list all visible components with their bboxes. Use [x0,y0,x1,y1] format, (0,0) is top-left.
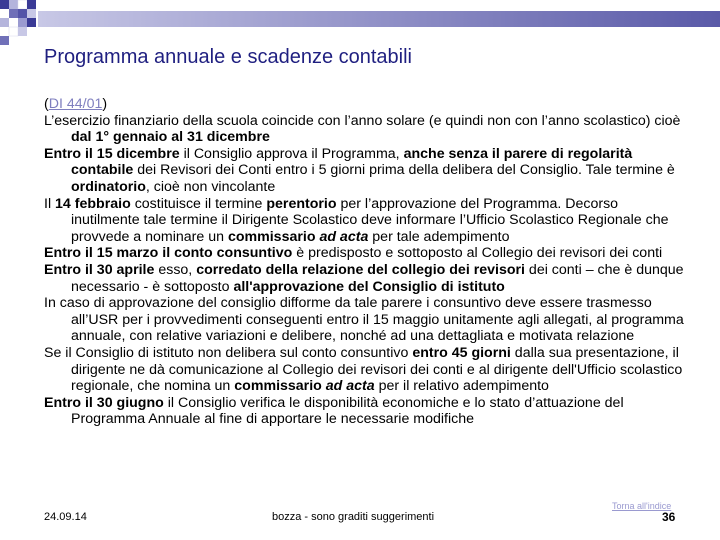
reference-close: ) [102,96,108,112]
deco-square [27,0,36,9]
deco-square [9,0,18,9]
text: In caso di approvazione del consiglio difforme da tale parere i consuntivo deve essere trasmesso all’USR per i provvedimenti conseguenti entro il 15 maggio unitamente agli allegati, al programma annuale, con relative variazioni e delibere, nonché ad una dettagliata e motivata relazione [44,295,684,345]
deco-square [18,9,27,18]
text: L’esercizio finanziario della scuola coincide con l’anno solare (e quindi non con l’anno scolastico) cioè [44,112,681,129]
bold-text: ordinatorio [71,178,146,195]
deco-square [27,9,36,18]
text: dei Revisori dei Conti entro i 5 giorni prima della delibera del Consiglio. Tale termine è [133,162,675,179]
text: , cioè non vincolante [145,178,276,195]
text: il Consiglio verifica le disponibilità economiche e lo stato d’attuazione del Programma Annuale al fine di apportare le necessarie modifiche [71,394,624,428]
text: Il [44,195,56,212]
bold-text: commissario [227,228,320,245]
bold-italic-text: ad acta [319,228,369,245]
footer-note: bozza - sono graditi suggerimenti [272,511,435,523]
deco-square [0,18,9,27]
bold-text: anche senza il parere di regolarità contabile [71,145,633,179]
deco-square [9,9,18,18]
header-gradient-bar [38,11,720,27]
deco-square [0,36,9,45]
slide-body [44,96,684,428]
paragraph-30-april [44,262,684,295]
text: è predisposto e sottoposto al Collegio dei revisori dei conti [292,245,663,262]
footer-date: 24.09.14 [44,511,87,523]
deco-square [9,27,18,36]
paragraph-15-march [44,245,684,262]
paragraph-14-february [44,196,684,246]
text: esso, [154,261,197,278]
paragraph-45-days [44,345,684,395]
page-number: 36 [662,510,676,524]
reference-link[interactable]: DI 44/01 [48,96,103,112]
bold-text: entro 45 giorni [412,344,511,361]
text: Se il Consiglio di istituto non delibera sul conto consuntivo [44,344,413,361]
text: per l’approvazione del Programma. Decorso inutilmente tale termine il Dirigente Scolastico deve informare l’Ufficio Scolastico Regionale che provvede a nominare un [71,195,669,245]
bold-text: Entro il 30 aprile [44,261,155,278]
bold-text: Entro il 30 giugno [44,394,164,411]
deco-square [18,0,27,9]
bold-text: 14 febbraio [55,195,131,212]
text: per il relativo adempimento [374,378,549,395]
deco-square [0,0,9,9]
text: il Consiglio approva il Programma, [179,145,404,162]
text: dei conti – che è dunque necessario - è sottoposto [71,261,684,295]
deco-square [27,18,36,27]
paragraph-fiscal-year [44,113,684,146]
text: per tale adempimento [368,228,510,245]
bold-text: dal 1° gennaio al 31 dicembre [71,129,270,146]
bold-text: Entro il 15 dicembre [44,145,180,162]
deco-square [18,27,27,36]
reference-open: ( [44,96,49,112]
paragraph-30-june [44,395,684,428]
bold-text: Entro il 15 marzo il conto consuntivo [44,245,293,262]
back-to-index-link[interactable]: Torna all'indice [612,501,672,511]
bold-text: corredato della relazione del collegio dei revisori [196,261,525,278]
text: dalla sua presentazione, il dirigente ne dà comunicazione al Collegio dei revisori dei conti e al dirigente dell'Ufficio scolastico regionale, che nomina un [71,344,683,395]
bold-text: all'approvazione del Consiglio di istituto [233,278,505,295]
reference-line [44,96,684,113]
bold-italic-text: ad acta [325,378,375,395]
bold-text: commissario [234,378,326,395]
bold-text: perentorio [266,195,337,212]
text: costituisce il termine [130,195,267,212]
page-title: Programma annuale e scadenze contabili [44,46,412,68]
paragraph-difform-approval [44,295,684,345]
paragraph-15-december [44,146,684,196]
header-decoration [0,0,720,50]
deco-square [18,18,27,27]
